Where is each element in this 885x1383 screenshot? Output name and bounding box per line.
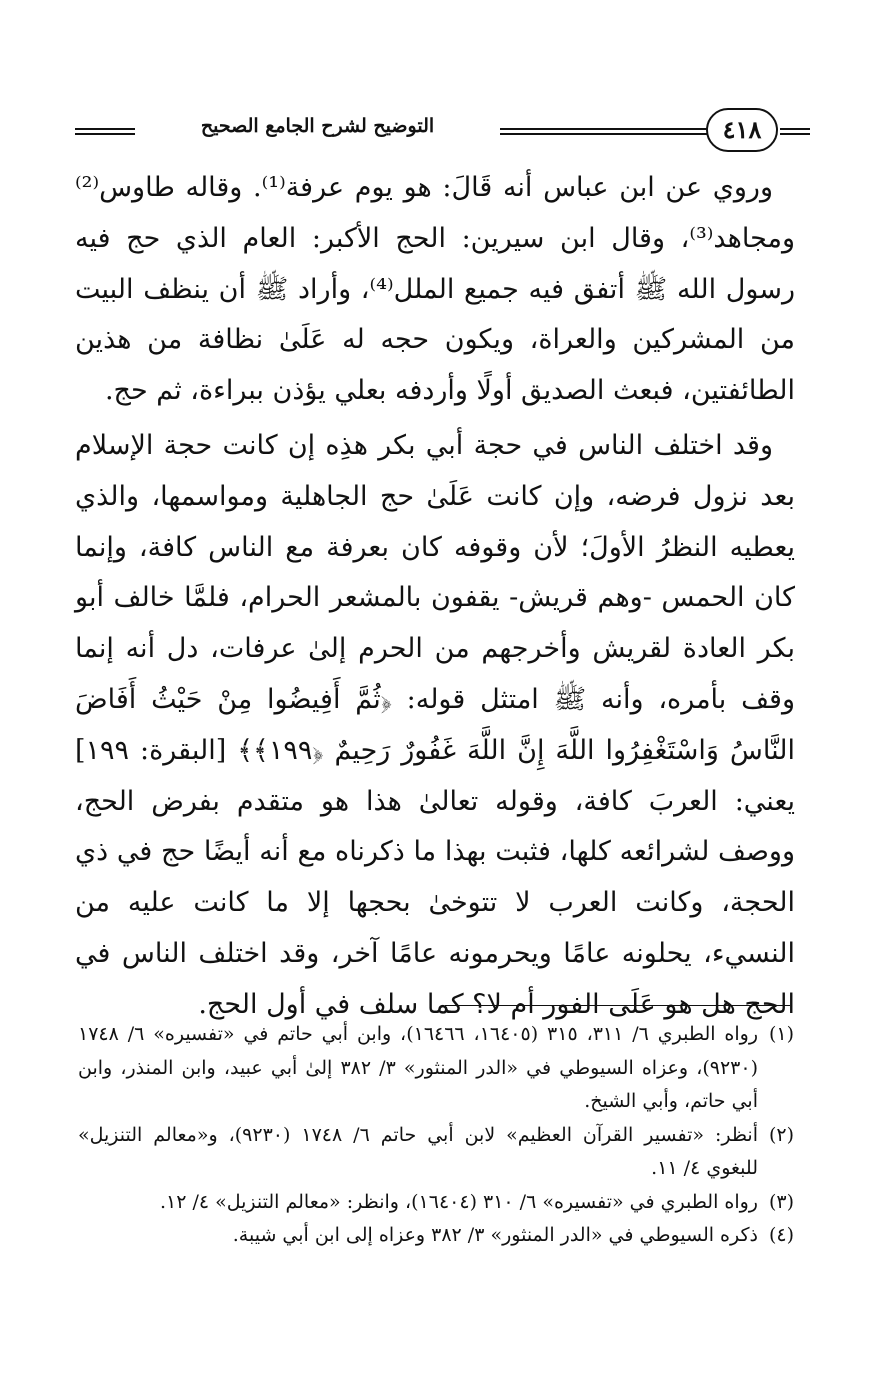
paragraph-2: وقد اختلف الناس في حجة أبي بكر هذِه إن كانت حجة الإسلام بعد نزول فرضه، وإن كانت عَلَىٰ حج الجاهلية ومواسمها، والذي يعطيه النظرُ الأولَ؛ لأن وقوفه كان بعرفة مع الناس كافة، وإنما كان الحمس -وهم قريش- يقفون بالمشعر الحرام، فلمَّا خالف أبو بكر العادة لقريش وأخرجهم من الحرم إلىٰ عرفات، دل أنه إنما وقف بأمره، وأنه ﷺ امتثل قوله: ﴿ثُمَّ أَفِيضُوا مِنْ حَيْثُ أَفَاضَ النَّاسُ وَاسْتَغْفِرُوا اللَّهَ إِنَّ اللَّهَ غَفُورٌ رَحِيمٌ ﴿١٩٩﴾﴾ [البقرة: ١٩٩] يعني: العربَ كافة، وقوله تعالىٰ هذا هو متقدم بفرض الحج، ووصف لشرائعه كلها، فثبت بهذا ما ذكرناه مع أنه أيضًا حج في ذي الحجة، وكانت العرب لا تتوخىٰ بحجها إلا ما كانت عليه من النسيء، يحلونه عامًا ويحرمونه عامًا آخر، وقد اختلف الناس في الحج هل هو عَلَى الفور أم لا؟ كما سلف في أول الحج. xyxy=(75,429,795,1020)
footnote-separator xyxy=(445,1005,790,1006)
header-rule-right xyxy=(780,128,810,135)
paragraph-1: وروي عن ابن عباس أنه قَالَ: هو يوم عرفة⁽¹⁾. وقاله طاوس⁽²⁾ ومجاهد⁽³⁾، وقال ابن سيرين: الحج الأكبر: العام الذي حج فيه رسول الله ﷺ أتفق فيه جميع الملل⁽⁴⁾، وأراد ﷺ أن ينظف البيت من المشركين والعراة، ويكون حجه له عَلَىٰ نظافة من هذين الطائفتين، فبعث الصديق أولًا وأردفه بعلي يؤذن ببراءة، ثم حج. xyxy=(75,172,796,407)
header-rule-middle xyxy=(500,128,710,135)
footnote-2 xyxy=(78,1119,794,1186)
footnote-number: (١) xyxy=(768,1023,794,1045)
book-title: التوضيح لشرح الجامع الصحيح xyxy=(200,115,435,137)
footnote-text: أنظر: «تفسير القرآن العظيم» لابن أبي حاتم ٦/ ١٧٤٨ (٩٢٣٠)، و«معالم التنزيل» للبغوي ٤/ ١١. xyxy=(78,1123,758,1179)
footnote-number: (٢) xyxy=(768,1123,794,1146)
header-rule-left xyxy=(75,128,135,135)
footnote-text: رواه الطبري في «تفسيره» ٦/ ٣١٠ (١٦٤٠٤)، وانظر: «معالم التنزيل» ٤/ ١٢. xyxy=(159,1190,758,1213)
footnote-text: ذكره السيوطي في «الدر المنثور» ٣/ ٣٨٢ وعزاه إلى ابن أبي شيبة. xyxy=(232,1224,758,1246)
page-number: ٤١٨ xyxy=(706,108,778,152)
footnote-4 xyxy=(78,1219,794,1253)
footnote-number: (٤) xyxy=(768,1224,794,1246)
footnote-3 xyxy=(78,1186,794,1220)
footnote-text: رواه الطبري ٦/ ٣١١، ٣١٥ (١٦٤٠٥، ١٦٤٦٦)، وابن أبي حاتم في «تفسيره» ٦/ ١٧٤٨ (٩٢٣٠)، وعزاه السيوطي في «الدر المنثور» ٣/ ٣٨٢ إلىٰ أبي عبيد، وابن المنذر، وابن أبي حاتم، وأبي الشيخ. xyxy=(78,1023,759,1112)
main-text xyxy=(75,163,795,1031)
page-header xyxy=(75,108,810,158)
footnotes xyxy=(78,1018,794,1253)
footnote-number: (٣) xyxy=(768,1190,794,1213)
footnote-1 xyxy=(78,1018,794,1119)
